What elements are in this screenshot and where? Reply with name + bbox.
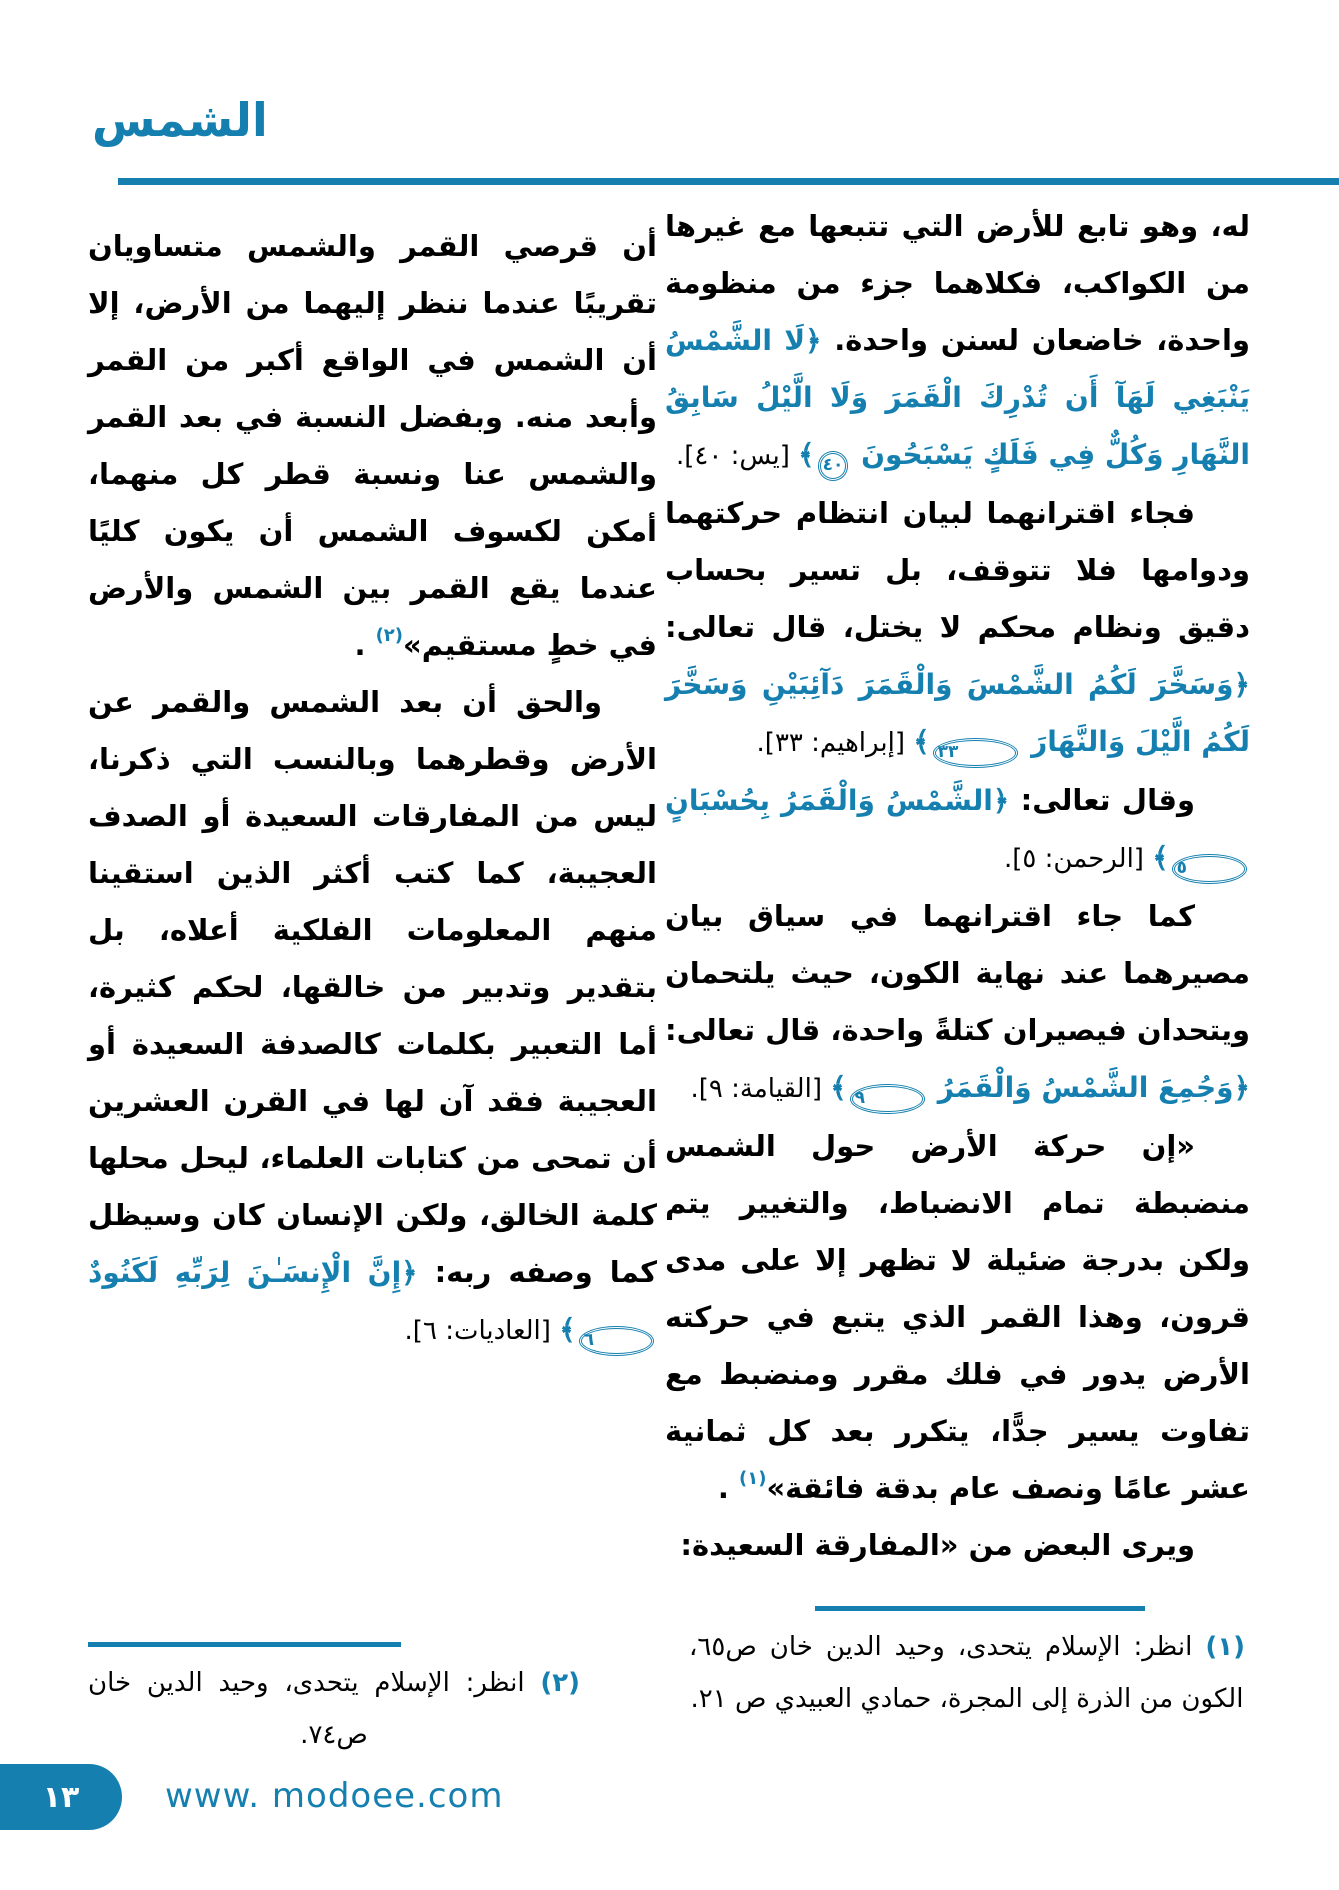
- page-header-title: الشمس: [92, 93, 268, 147]
- footnote-separator-rule: [815, 1606, 1145, 1611]
- quran-verse: ﴾: [559, 1313, 576, 1346]
- footnote-separator-rule: [88, 1642, 401, 1647]
- quran-verse: ﴿لَا الشَّمْسُ يَنْبَغِي لَهَآ أَن تُدْرِكَ الْقَمَرَ وَلَا الَّيْلُ سَابِقُ النَّهَارِ وَكُلٌّ فِي فَلَكٍ يَسْبَحُونَ: [665, 324, 1250, 471]
- body-text: كما جاء اقترانهما في سياق بيان مصيرهما عند نهاية الكون، حيث يلتحمان ويتحدان فيصيران كتلةً واحدة، قال تعالى:: [665, 899, 1250, 1047]
- body-text: «إن حركة الأرض حول الشمس منضبطة تمام الانضباط، والتغيير يتم ولكن بدرجة ضئيلة لا تظهر إلا على مدى قرون، وهذا القمر الذي يتبع في حركته الأرض يدور في فلك مقرر ومنضبط مع تفاوت يسير جدًّا، يتكرر بعد كل ثمانية عشر عامًا ونصف عام بدقة فائقة»: [665, 1129, 1250, 1505]
- footnote-text: [689, 1621, 1245, 1725]
- quran-verse: ﴿إِنَّ الْإِنسَـٰنَ لِرَبِّهِ لَكَنُودٌ: [88, 1256, 418, 1289]
- footnote-body: انظر: الإسلام يتحدى، وحيد الدين خان ص٦٥، الكون من الذرة إلى المجرة، حمادي العبيدي ص ٢١.: [689, 1632, 1244, 1714]
- column-right: [665, 198, 1250, 1618]
- ayah-number-medallion: ٣٣: [933, 738, 1019, 768]
- quran-verse: ﴿وَجُمِعَ الشَّمْسُ وَالْقَمَرُ: [928, 1071, 1250, 1104]
- body-text: ويرى البعض من «المفارقة السعيدة:: [680, 1528, 1195, 1562]
- body-text: .: [717, 1471, 739, 1505]
- footnote-block-right: [689, 1606, 1245, 1725]
- quran-verse: ﴿الشَّمْسُ وَالْقَمَرُ بِحُسْبَانٍ: [665, 784, 1010, 817]
- quran-verse: ﴿وَسَخَّرَ لَكُمُ الشَّمْسَ وَالْقَمَرَ دَآئِبَيْنِ وَسَخَّرَ لَكُمُ الَّيْلَ وَالنَّهَارَ: [665, 668, 1250, 758]
- paragraph: [665, 1118, 1250, 1517]
- quran-verse: ﴾: [798, 438, 815, 471]
- paragraph: [665, 485, 1250, 772]
- body-text: فجاء اقترانهما لبيان انتظام حركتهما ودوامها فلا تتوقف، بل تسير بحساب دقيق ونظام محكم لا يختل، قال تعالى:: [665, 496, 1250, 644]
- page-number: ١٣: [42, 1779, 80, 1815]
- body-text: .: [354, 628, 376, 662]
- page-number-tab: [0, 1764, 122, 1830]
- paragraph: [665, 772, 1250, 888]
- verse-reference: [القيامة: ٩].: [690, 1074, 831, 1104]
- paragraph: [665, 888, 1250, 1118]
- verse-reference: [الرحمن: ٥].: [1003, 844, 1153, 874]
- quran-verse: ﴾: [913, 725, 930, 758]
- verse-reference: [يس: ٤٠].: [675, 441, 799, 471]
- footnote-body: انظر: الإسلام يتحدى، وحيد الدين خان ص٧٤.: [88, 1668, 541, 1750]
- ayah-number-medallion: ٥: [1172, 854, 1247, 884]
- quran-verse: ﴾: [830, 1071, 847, 1104]
- paragraph: [88, 674, 657, 1360]
- footnote-reference-marker: (٢): [375, 625, 404, 646]
- quran-verse: ﴾: [1152, 841, 1169, 874]
- paragraph: [88, 218, 657, 674]
- verse-reference: [إبراهيم: ٣٣].: [756, 728, 914, 758]
- header-rule: [118, 178, 1339, 185]
- ayah-number-medallion: ٦: [579, 1326, 654, 1356]
- body-text: له، وهو تابع للأرض التي تتبعها مع غيرها من الكواكب، فكلاهما جزء من منظومة واحدة، خاضعان لسنن واحدة.: [665, 209, 1250, 357]
- paragraph: [665, 1517, 1250, 1574]
- footnote-number: (٢): [540, 1668, 580, 1698]
- column-left: [88, 198, 657, 1618]
- website-url: www. modoee.com: [165, 1776, 504, 1816]
- verse-reference: [العاديات: ٦].: [404, 1316, 560, 1346]
- body-text: وقال تعالى:: [1009, 783, 1195, 817]
- paragraph: [665, 198, 1250, 485]
- footnote-number: (١): [1205, 1632, 1245, 1662]
- body-text: والحق أن بعد الشمس والقمر عن الأرض وقطرهما وبالنسب التي ذكرنا، ليس من المفارقات السعيدة أو الصدف العجيبة، كما كتب أكثر الذين استقينا منهم المعلومات الفلكية أعلاه، بل بتقدير وتدبير من خالقها، لحكم كثيرة، أما التعبير بكلمات كالصدفة السعيدة أو العجيبة فقد آن لها في القرن العشرين أن تمحى من كتابات العلماء، ليحل محلها كلمة الخالق، ولكن الإنسان كان وسيظل كما وصفه ربه:: [88, 685, 657, 1289]
- ayah-number-medallion: ٤٠: [818, 451, 849, 481]
- footnote-text: [88, 1657, 580, 1761]
- ayah-number-medallion: ٩: [850, 1084, 925, 1114]
- footnote-reference-marker: (١): [738, 1468, 767, 1489]
- body-text: أن قرصي القمر والشمس متساويان تقريبًا عندما ننظر إليهما من الأرض، إلا أن الشمس في الواقع أكبر من القمر وأبعد منه. وبفضل النسبة في بعد القمر والشمس عنا ونسبة قطر كل منهما، أمكن لكسوف الشمس أن يكون كليًا عندما يقع القمر بين الشمس والأرض في خطٍ مستقيم»: [88, 229, 657, 662]
- text-columns: [88, 198, 1250, 1618]
- footnote-block-left: [88, 1642, 580, 1761]
